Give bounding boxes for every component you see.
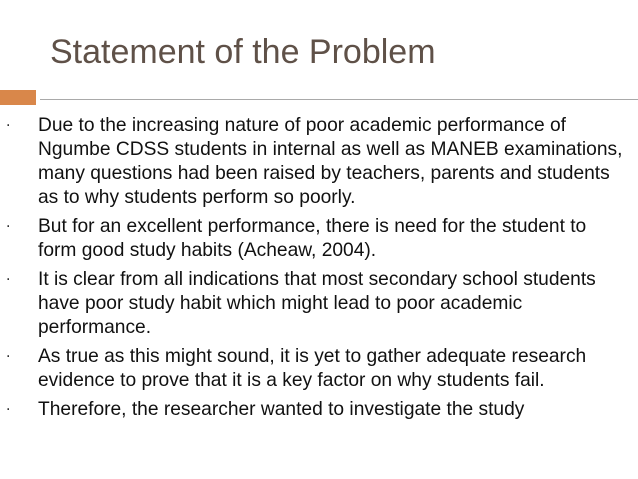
bullet-text: But for an excellent performance, there is need for the student to form good study habits (Acheaw, 2004).: [38, 216, 587, 261]
bullet-text: Due to the increasing nature of poor academic performance of Ngumbe CDSS students in internal as well as MANEB examinations, many questions had been raised by teachers, parents and students as to why students perform so poorly.: [38, 115, 623, 208]
bullet-item: [0, 398, 638, 422]
bullet-text: It is clear from all indications that most secondary school students have poor study habit which might lead to poor academic performance.: [38, 269, 596, 338]
bullet-item: [0, 215, 638, 263]
bullet-item: [0, 345, 638, 393]
slide-title: Statement of the Problem: [50, 33, 436, 71]
accent-square: [0, 90, 36, 105]
bullet-icon: ·: [6, 349, 11, 365]
bullet-text: As true as this might sound, it is yet to gather adequate research evidence to prove that it is a key factor on why students fail.: [38, 346, 587, 391]
bullet-item: [0, 268, 638, 340]
title-divider: [40, 99, 638, 100]
bullet-icon: ·: [6, 402, 11, 418]
bullet-icon: ·: [6, 272, 11, 288]
bullet-icon: ·: [6, 118, 11, 134]
bullet-list: [0, 114, 638, 427]
bullet-text: Therefore, the researcher wanted to investigate the study: [38, 399, 525, 420]
bullet-item: [0, 114, 638, 210]
bullet-icon: ·: [6, 219, 11, 235]
